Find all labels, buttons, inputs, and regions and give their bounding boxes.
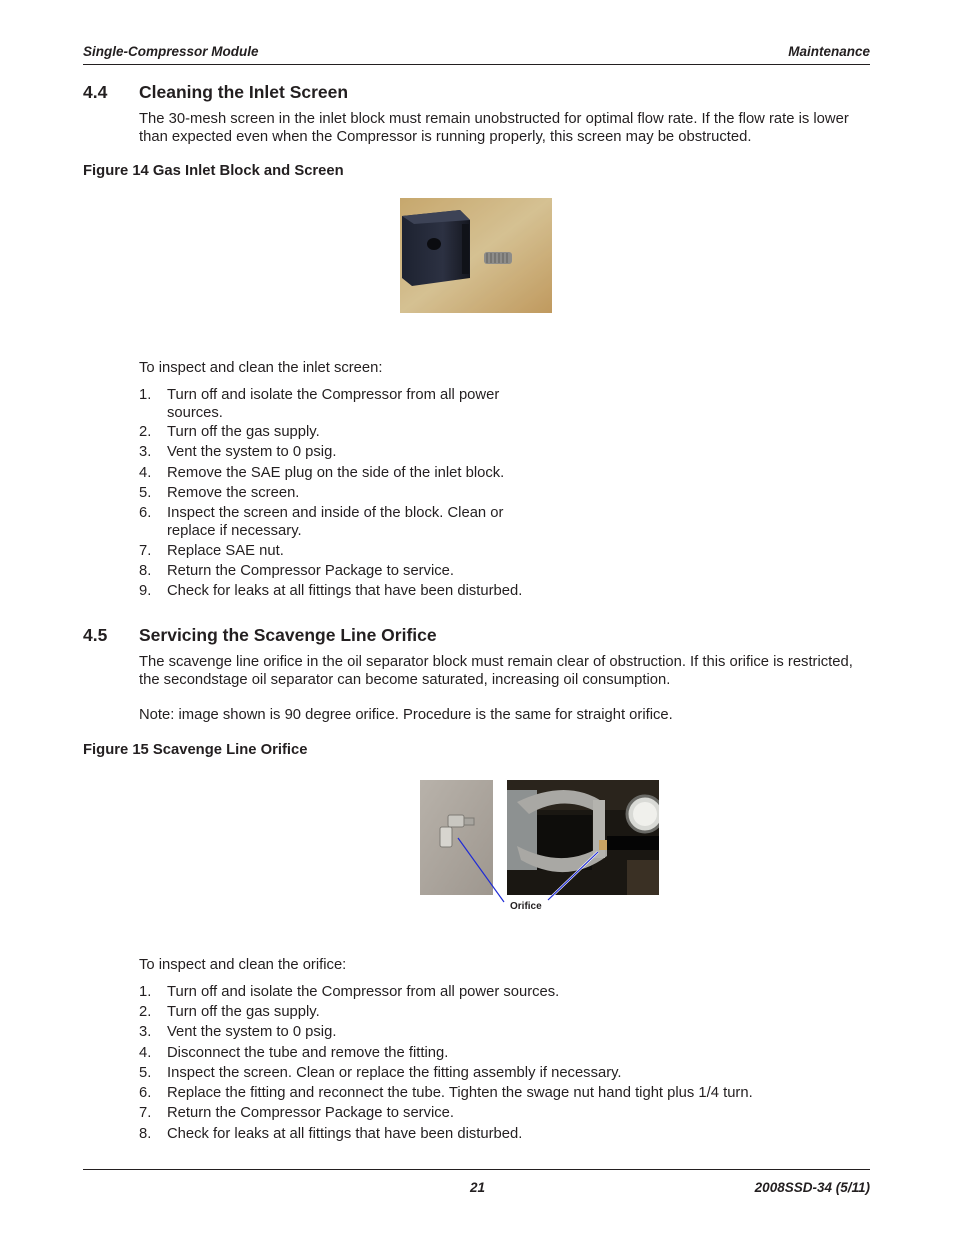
list-item: 9. Check for leaks at all fittings that have been disturbed. (139, 583, 523, 599)
footer-rule (83, 1169, 870, 1170)
list-item: 3. Vent the system to 0 psig. (139, 1024, 337, 1040)
list-item: 5. Inspect the screen. Clean or replace the fitting assembly if necessary. (139, 1065, 622, 1081)
list-item: 4. Disconnect the tube and remove the fitting. (139, 1045, 449, 1061)
list-item: 7. Replace SAE nut. (139, 543, 284, 559)
section-4-5-note: Note: image shown is 90 degree orifice. Procedure is the same for straight orifice. (139, 707, 673, 723)
running-header-chapter: Maintenance (788, 44, 870, 59)
list-item: 1. Turn off and isolate the Compressor from all power sources. (139, 984, 560, 1000)
section-4-4-lead-in: To inspect and clean the inlet screen: (139, 360, 383, 376)
figure-14-caption: Figure 14 Gas Inlet Block and Screen (83, 163, 344, 179)
section-4-5-lead-in: To inspect and clean the orifice: (139, 957, 347, 973)
section-4-4-title: Cleaning the Inlet Screen (139, 82, 349, 102)
list-item: 4. Remove the SAE plug on the side of the inlet block. (139, 465, 505, 481)
list-item: 8. Return the Compressor Package to service. (139, 563, 455, 579)
list-item: 2. Turn off the gas supply. (139, 1004, 320, 1020)
section-4-5-title: Servicing the Scavenge Line Orifice (139, 625, 437, 645)
list-item: 1. Turn off and isolate the Compressor from all power sources. (139, 387, 500, 421)
orifice-callout-label: Orifice (510, 901, 542, 912)
section-4-5-intro: The scavenge line orifice in the oil separator block must remain clear of obstruction. If this orifice is restricted, the secondstage oil separator can become saturated, increasing oil consumption. (139, 654, 853, 688)
running-header-title: Single-Compressor Module (83, 44, 259, 59)
list-item: 5. Remove the screen. (139, 485, 300, 501)
list-item: 7. Return the Compressor Package to service. (139, 1105, 455, 1121)
page-number: 21 (470, 1180, 486, 1195)
section-4-4-number: 4.4 (83, 82, 108, 102)
section-4-4-intro: The 30-mesh screen in the inlet block must remain unobstructed for optimal flow rate. If the flow rate is lower than expected even when the Compressor is running properly, this screen may be obstructed. (139, 111, 849, 145)
list-item: 8. Check for leaks at all fittings that have been disturbed. (139, 1126, 523, 1142)
section-4-5-number: 4.5 (83, 625, 108, 645)
list-item: 6. Replace the fitting and reconnect the tube. Tighten the swage nut hand tight plus 1/4 turn. (139, 1085, 753, 1101)
list-item: 3. Vent the system to 0 psig. (139, 444, 337, 460)
list-item: 2. Turn off the gas supply. (139, 424, 320, 440)
list-item: 6. Inspect the screen and inside of the block. Clean or replace if necessary. (139, 505, 504, 539)
document-id: 2008SSD-34 (5/11) (754, 1180, 870, 1195)
figure-15-caption: Figure 15 Scavenge Line Orifice (83, 742, 308, 758)
